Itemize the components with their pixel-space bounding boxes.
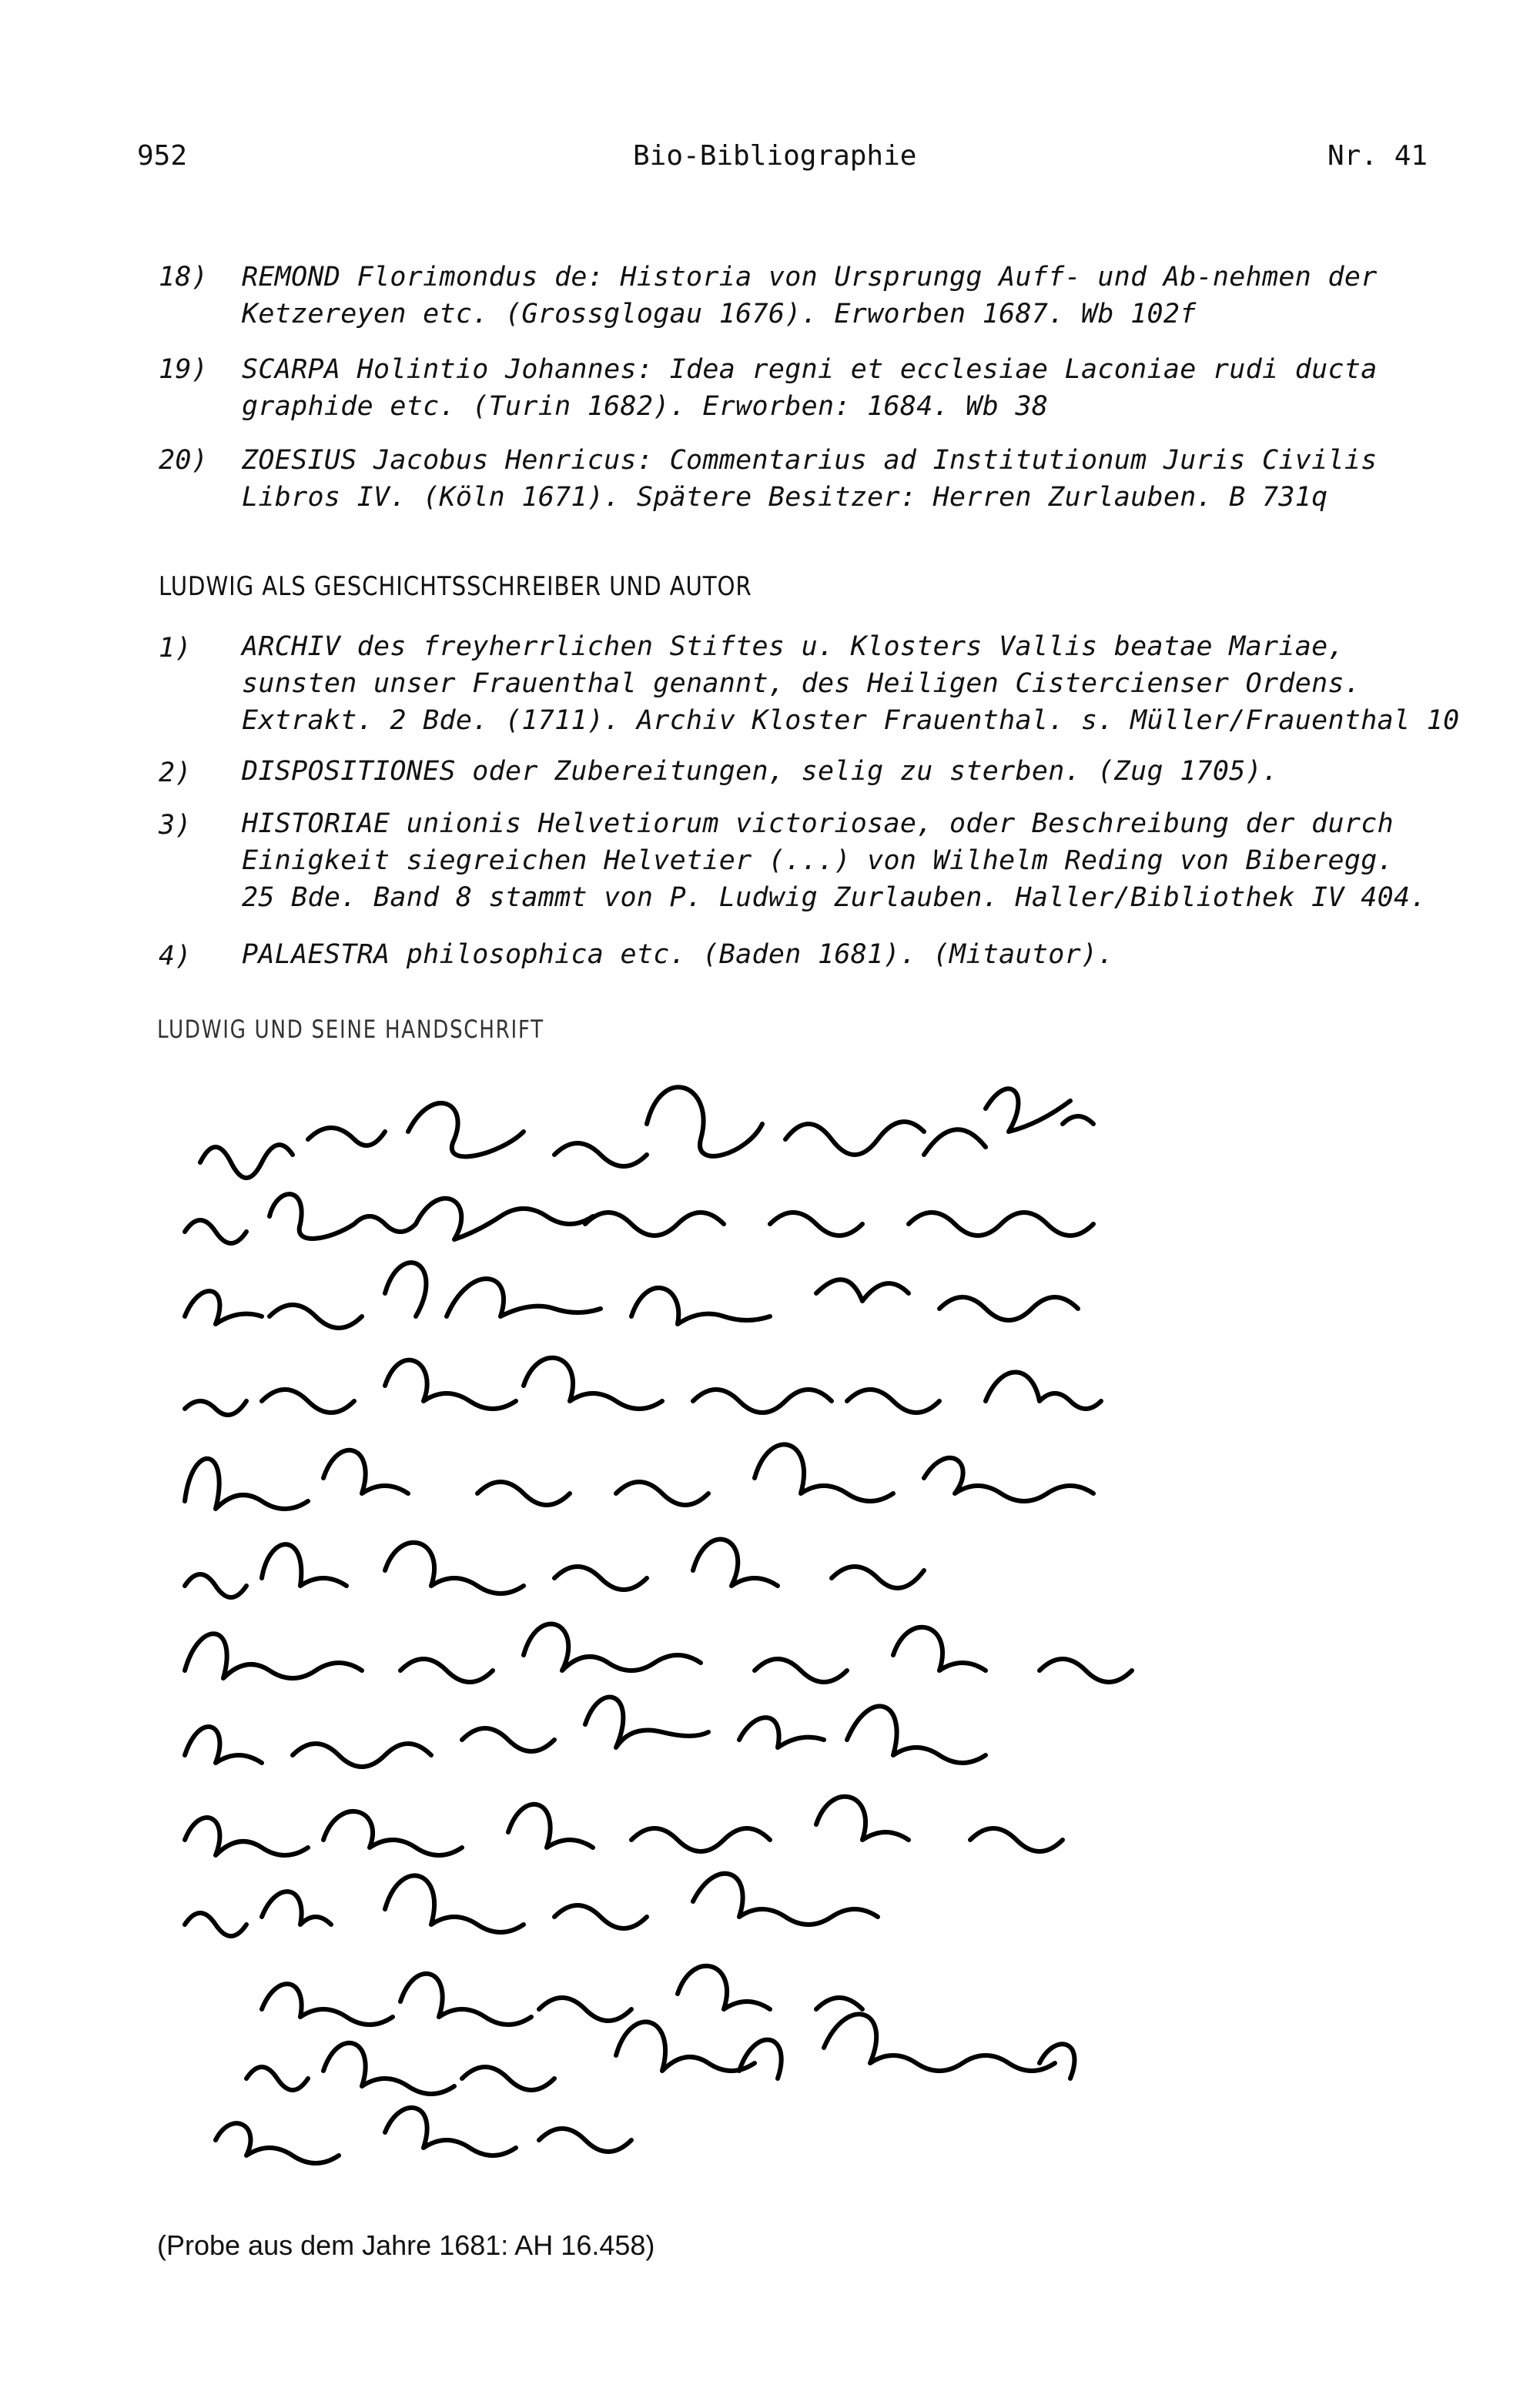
entry-20-line-1: ZOESIUS Jacobus Henricus: Commentarius ad Institutionum Juris Civilis: [242, 445, 1378, 476]
section-entry-num-2: 2): [159, 758, 192, 788]
entry-19-line-1: SCARPA Holintio Johannes: Idea regni et ecclesiae Laconiae rudi ducta: [242, 354, 1378, 385]
entry-number: Nr. 41: [1327, 140, 1428, 172]
entry-20-line-2: Libros IV. (Köln 1671). Spätere Besitzer: Herren Zurlauben. B 731q: [242, 482, 1328, 513]
section-entry-text-3: [242, 805, 1427, 916]
section-entry-text-4: [242, 936, 1114, 973]
entry-19-line-2: graphide etc. (Turin 1682). Erworben: 1684. Wb 38: [242, 391, 1049, 422]
entry-text-20: [242, 442, 1378, 516]
section-entry-num-1: 1): [159, 633, 192, 664]
section-entry-3-line-1: HISTORIAE unionis Helvetiorum victoriosae, oder Beschreibung der durch: [242, 808, 1394, 839]
handwriting-scribble: [154, 1047, 1309, 2171]
entry-num-20: 20): [159, 445, 209, 476]
section-entry-1-line-2: sunsten unser Frauenthal genannt, des Heiligen Cistercienser Ordens.: [242, 668, 1361, 699]
section-entry-3-line-3: 25 Bde. Band 8 stammt von P. Ludwig Zurlauben. Haller/Bibliothek IV 404.: [242, 882, 1427, 913]
section-entry-1-line-3: Extrakt. 2 Bde. (1711). Archiv Kloster Frauenthal. s. Müller/Frauenthal 10: [242, 705, 1460, 736]
section-entry-3-line-2: Einigkeit siegreichen Helvetier (...) von Wilhelm Reding von Biberegg.: [242, 845, 1394, 876]
section-entry-4-line-1: PALAESTRA philosophica etc. (Baden 1681). (Mitautor).: [242, 939, 1114, 970]
entry-18-line-2: Ketzereyen etc. (Grossglogau 1676). Erworben 1687. Wb 102f: [242, 299, 1197, 329]
section-entry-text-2: [242, 753, 1278, 790]
entry-18-line-1: REMOND Florimondus de: Historia von Ursprungg Auff- und Ab-nehmen der: [242, 262, 1378, 293]
section-entry-num-4: 4): [159, 941, 192, 972]
entry-text-18: [242, 259, 1378, 333]
handwriting-specimen: [154, 1047, 1309, 2171]
section-entry-text-1: [242, 628, 1460, 739]
section-heading: LUDWIG ALS GESCHICHTSSCHREIBER UND AUTOR: [159, 571, 752, 602]
section-entry-2-line-1: DISPOSITIONES oder Zubereitungen, selig zu sterben. (Zug 1705).: [242, 756, 1279, 787]
page-number: 952: [137, 140, 188, 172]
entry-num-19: 19): [159, 354, 209, 385]
entry-num-18: 18): [159, 262, 209, 293]
handwriting-caption: LUDWIG UND SEINE HANDSCHRIFT: [157, 1015, 544, 1044]
section-entry-num-3: 3): [159, 810, 192, 841]
entry-text-19: [242, 351, 1378, 425]
probe-caption: (Probe aus dem Jahre 1681: AH 16.458): [157, 2229, 655, 2261]
section-entry-1-line-1: ARCHIV des freyherrlichen Stiftes u. Klosters Vallis beatae Mariae,: [242, 631, 1344, 662]
running-title: Bio-Bibliographie: [633, 140, 917, 172]
